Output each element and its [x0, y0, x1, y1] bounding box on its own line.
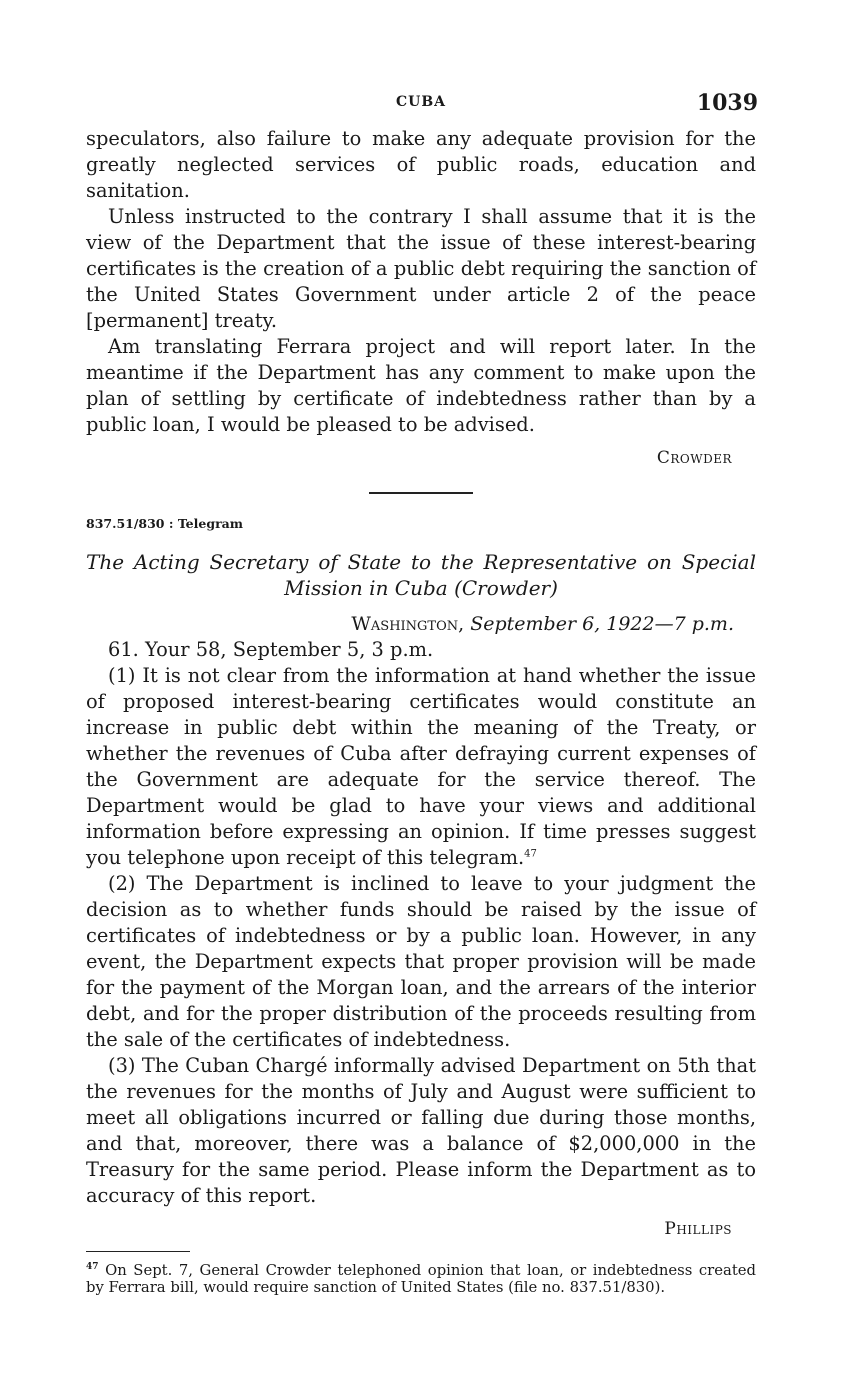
- running-title: CUBA: [395, 94, 447, 110]
- doc1-signature: Crowder: [656, 448, 732, 468]
- page: [86, 90, 756, 1296]
- doc1-paragraph-2: Unless instructed to the contrary I shall assume that it is the view of the Department that the issue of these interest-bearing certificates is the creation of a public debt requiring the sanction of the United States Government under article 2 of the peace [permanent] treaty.: [86, 205, 756, 332]
- footnote: [86, 1262, 756, 1296]
- doc2-paragraph-0: 61. Your 58, September 5, 3 p.m.: [108, 638, 434, 661]
- doc2-paragraph-2: (2) The Department is inclined to leave to your judgment the decision as to whether funds should be raised by the issue of certificates of indebtedness or by a public loan. However, in any event, the Department expects that proper provision will be made for the payment of the Morgan loan, and the arrears of the interior debt, and for the proper distribution of the proceeds resulting from the sale of the certificates of indebtedness.: [86, 872, 756, 1051]
- doc2-paragraph-1-text: (1) It is not clear from the information at hand whether the issue of proposed interest-bearing certificates would constitute an increase in public debt within the meaning of the Treaty, or whether the revenues of Cuba after defraying current expenses of the Government are adequate for the service thereof. The Department would be glad to have your views and additional information before expressing an opinion. If time presses suggest you telephone upon receipt of this telegram.: [86, 664, 756, 869]
- file-reference: 837.51/830 : Telegram: [86, 516, 243, 531]
- doc1-paragraph-3: Am translating Ferrara project and will report later. In the meantime if the Department has any comment to make upon the plan of settling by certificate of indebtedness rather than by a public loan, I would be pleased to be advised.: [86, 335, 756, 436]
- document-heading: The Acting Secretary of State to the Representative on Special Mission in Cuba (Crowder): [86, 550, 756, 600]
- doc2-paragraph-1: [86, 663, 756, 871]
- dateline-date: September 6, 1922—7 p.m.: [470, 613, 734, 635]
- footnote-divider: [86, 1251, 190, 1252]
- running-head: [86, 90, 756, 126]
- section-divider: [369, 492, 473, 494]
- doc1-paragraph-1: speculators, also failure to make any adequate provision for the greatly neglected services of public roads, education and sanitation.: [86, 127, 756, 202]
- dateline-place: Washington,: [351, 613, 465, 635]
- footnote-text: On Sept. 7, General Crowder telephoned opinion that loan, or indebtedness created by Ferrara bill, would require sanction of United States (file no. 837.51/830).: [86, 1262, 756, 1296]
- doc2-signature: Phillips: [664, 1219, 732, 1239]
- page-number: 1039: [696, 90, 758, 116]
- doc2-paragraph-3: (3) The Cuban Chargé informally advised Department on 5th that the revenues for the months of July and August were sufficient to meet all obligations incurred or falling due during those months, and that, moreover, there was a balance of $2,000,000 in the Treasury for the same period. Please inform the Department as to accuracy of this report.: [86, 1054, 756, 1207]
- footnote-marker: 47: [86, 1262, 99, 1273]
- footnote-reference[interactable]: 47: [524, 848, 537, 860]
- dateline: [86, 613, 734, 635]
